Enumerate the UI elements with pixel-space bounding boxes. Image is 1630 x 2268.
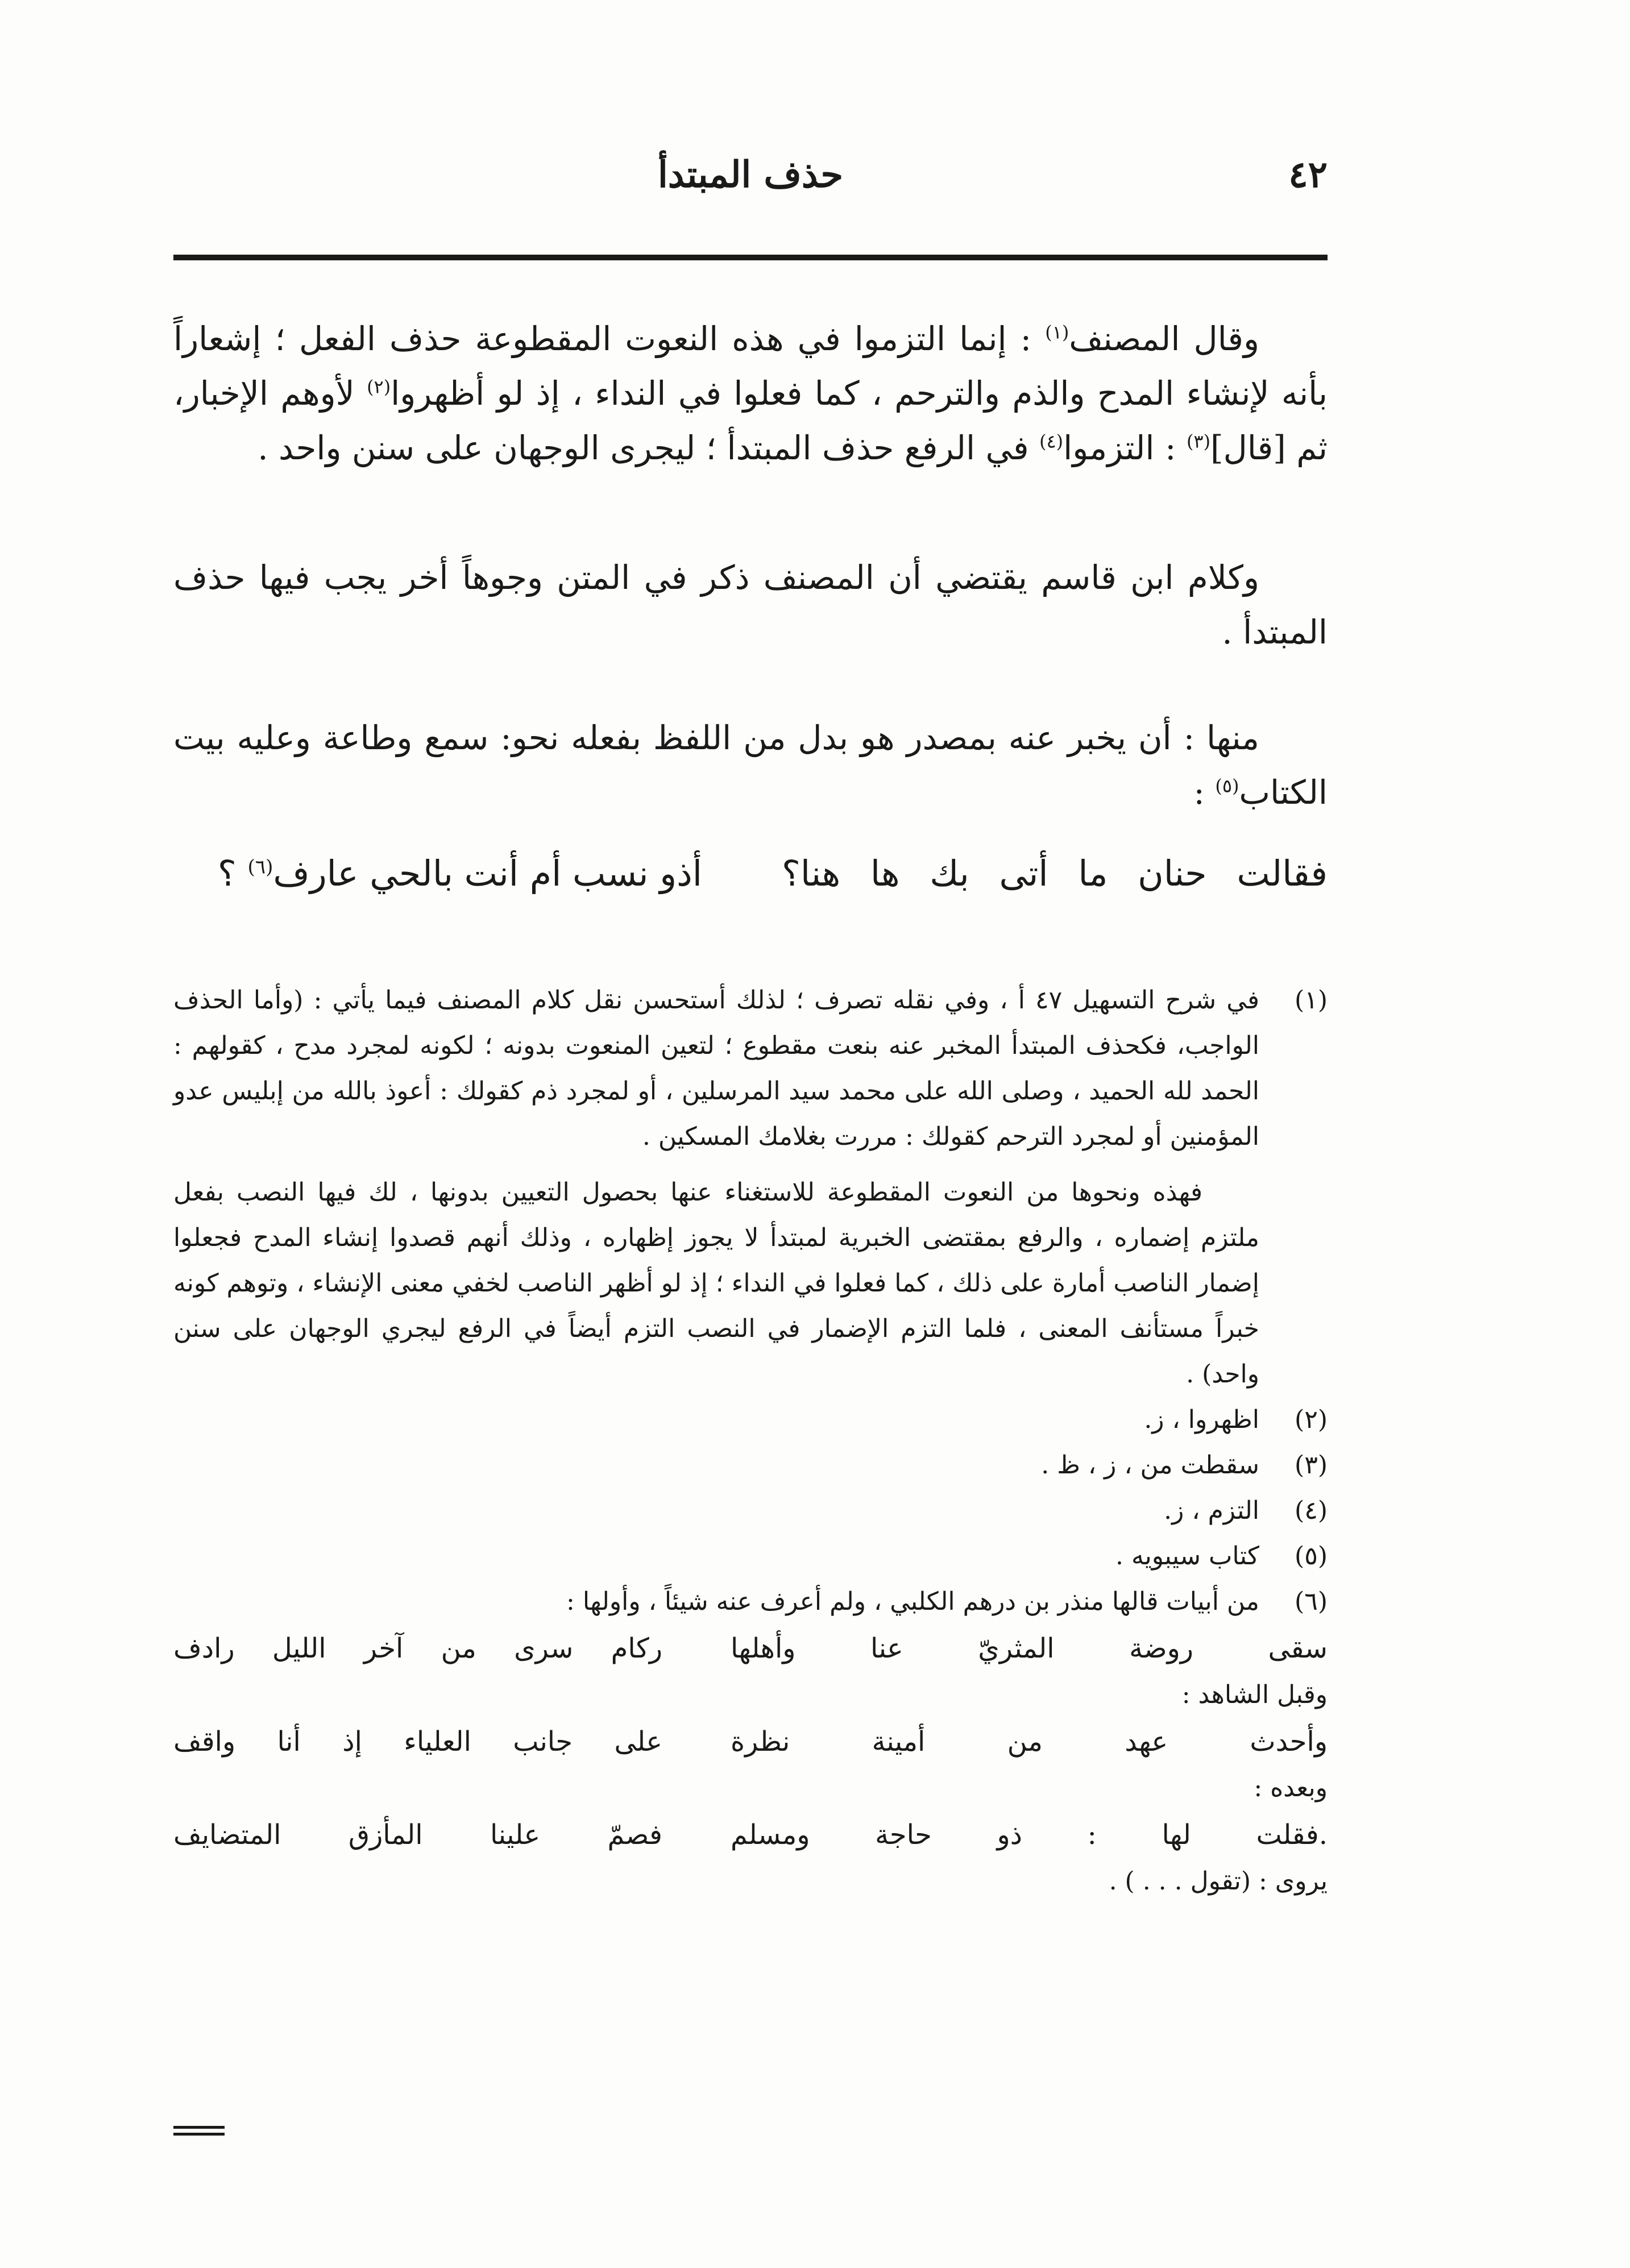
p3-text-b: : (1193, 773, 1216, 812)
footnote-number: (٣) (1295, 1451, 1328, 1480)
p1-text-b: : إنما التزموا في هذه النعوت المقطوعة حذف الفعل ؛ إشعاراً بأنه لإنشاء المدح والذم والترحم ، كما فعلوا في النداء ، إذ لو أظهروا (173, 319, 1328, 413)
footnote-continuation: فهذه ونحوها من النعوت المقطوعة للاستغناء عنها بحصول التعيين بدونها ، لك فيها النصب بفعل ملتزم إضماره ، والرفع بمقتضى الخبرية لمبتدأ لا يجوز إظهاره ، وذلك أنهم قصدوا إنشاء المدح فجعلوا إضمار الناصب أمارة على ذلك ، كما فعلوا في النداء ؛ إذ لو أظهر الناصب لخفي معنى الإنشاء ، وتوهم كونه خبراً مستأنف المعنى ، فلما التزم الإضمار في النصب التزم أيضاً في الرفع ليجري الوجهان على سنن واحد) . (173, 1178, 1259, 1389)
verse-left-hemistich (173, 853, 702, 894)
page-number: ٤٢ (1288, 153, 1328, 196)
p1-text-a: وقال المصنف (1069, 319, 1260, 358)
footnote-text: من أبيات قالها منذر بن درهم الكلبي ، ولم أعرف عنه شيئاً ، وأولها : (566, 1587, 1259, 1616)
p1-text-e: في الرفع حذف المبتدأ ؛ ليجرى الوجهان على سنن واحد . (258, 429, 1040, 467)
footnote-text: كتاب سيبويه . (1115, 1542, 1259, 1571)
verse-end-mark: ؟ (217, 853, 248, 894)
footnote-3 (173, 1443, 1328, 1488)
p1-text-c: لأوهم الإخبار، ثم [قال] (173, 374, 1328, 467)
verse-right-hemistich: سقى روضة المثريّ عنا وأهلها (731, 1633, 1328, 1664)
footnote-ref-4: (٤) (1039, 430, 1064, 452)
footnote-ref-2: (٢) (367, 376, 391, 398)
footnote-4 (173, 1488, 1328, 1534)
body-paragraph-1 (173, 311, 1328, 475)
p1-text-d: : التزموا (1063, 429, 1187, 467)
verse-left-hemistich: ركام سرى من آخر الليل رادف (173, 1633, 663, 1664)
verse-left-hemistich: فصمّ علينا المأزق المتضايف (173, 1819, 662, 1851)
body-paragraph-3 (173, 711, 1328, 820)
footnote-5 (173, 1534, 1328, 1579)
footnote-label-after: وبعده : (1254, 1773, 1328, 1802)
verse-right-hemistich: وأحدث عهد من أمينة نظرة (731, 1726, 1328, 1758)
verse-right-hemistich: .فقلت لها : ذو حاجة ومسلم (731, 1819, 1328, 1851)
verse-left-hemistich: على جانب العلياء إذ أنا واقف (173, 1726, 662, 1758)
footnote-text: سقطت من ، ز ، ظ . (1041, 1451, 1259, 1480)
poetry-verse (173, 853, 1328, 915)
signature-mark (173, 2126, 225, 2138)
footnote-ref-3: (٣) (1186, 430, 1211, 452)
footnote-6 (173, 1579, 1328, 1625)
footnote-verse-1 (173, 1625, 1328, 1672)
footnote-ref-6: (٦) (247, 855, 273, 879)
p3-text-a: منها : أن يخبر عنه بمصدر هو بدل من اللفظ بفعله نحو: سمع وطاعة وعليه بيت الكتاب (173, 718, 1328, 812)
footnote-verse-2 (173, 1718, 1328, 1766)
header-rule (173, 255, 1328, 260)
footnote-number: (٥) (1295, 1542, 1328, 1571)
footnote-text: في شرح التسهيل ٤٧ أ ، وفي نقله تصرف ؛ لذلك أستحسن نقل كلام المصنف فيما يأتي : (وأما الحذف الواجب، فكحذف المبتدأ المخبر عنه بنعت مقطوع ؛ لتعين المنعوت بدونه ؛ لكونه لمجرد مدح ، كقولهم : الحمد لله الحميد ، وصلى الله على محمد سيد المرسلين ، أو لمجرد ذم كقولك : أعوذ بالله من إبليس عدو المؤمنين أو لمجرد الترحم كقولك : مررت بغلامك المسكين . (173, 986, 1259, 1151)
footnote-number: (٦) (1295, 1587, 1328, 1616)
running-title: حذف المبتدأ (657, 153, 844, 196)
body-paragraph-2: وكلام ابن قاسم يقتضي أن المصنف ذكر في المتن وجوهاً أخر يجب فيها حذف المبتدأ . (173, 558, 1328, 651)
footnote-2 (173, 1397, 1328, 1443)
footnote-variant: يروى : (تقول . . . ) . (1109, 1867, 1328, 1896)
footnote-1 (173, 978, 1328, 1397)
footnote-number: (٢) (1295, 1405, 1328, 1434)
footnote-number: (١) (1295, 986, 1328, 1015)
footnote-ref-5: (٥) (1215, 775, 1239, 797)
footnote-ref-1: (١) (1045, 321, 1069, 343)
footnotes (173, 978, 1328, 1904)
footnote-text: التزم ، ز. (1164, 1496, 1259, 1525)
footnote-verse-3 (173, 1811, 1328, 1859)
footnote-number: (٤) (1295, 1496, 1328, 1525)
footnote-label-before: وقبل الشاهد : (1181, 1680, 1328, 1709)
footnote-text: اظهروا ، ز. (1144, 1405, 1259, 1434)
verse-right-hemistich: فقالت حنان ما أتى بك ها هنا؟ (782, 853, 1328, 894)
verse-left-text: أذو نسب أم أنت بالحي عارف (273, 853, 702, 894)
page-header (173, 153, 1328, 210)
